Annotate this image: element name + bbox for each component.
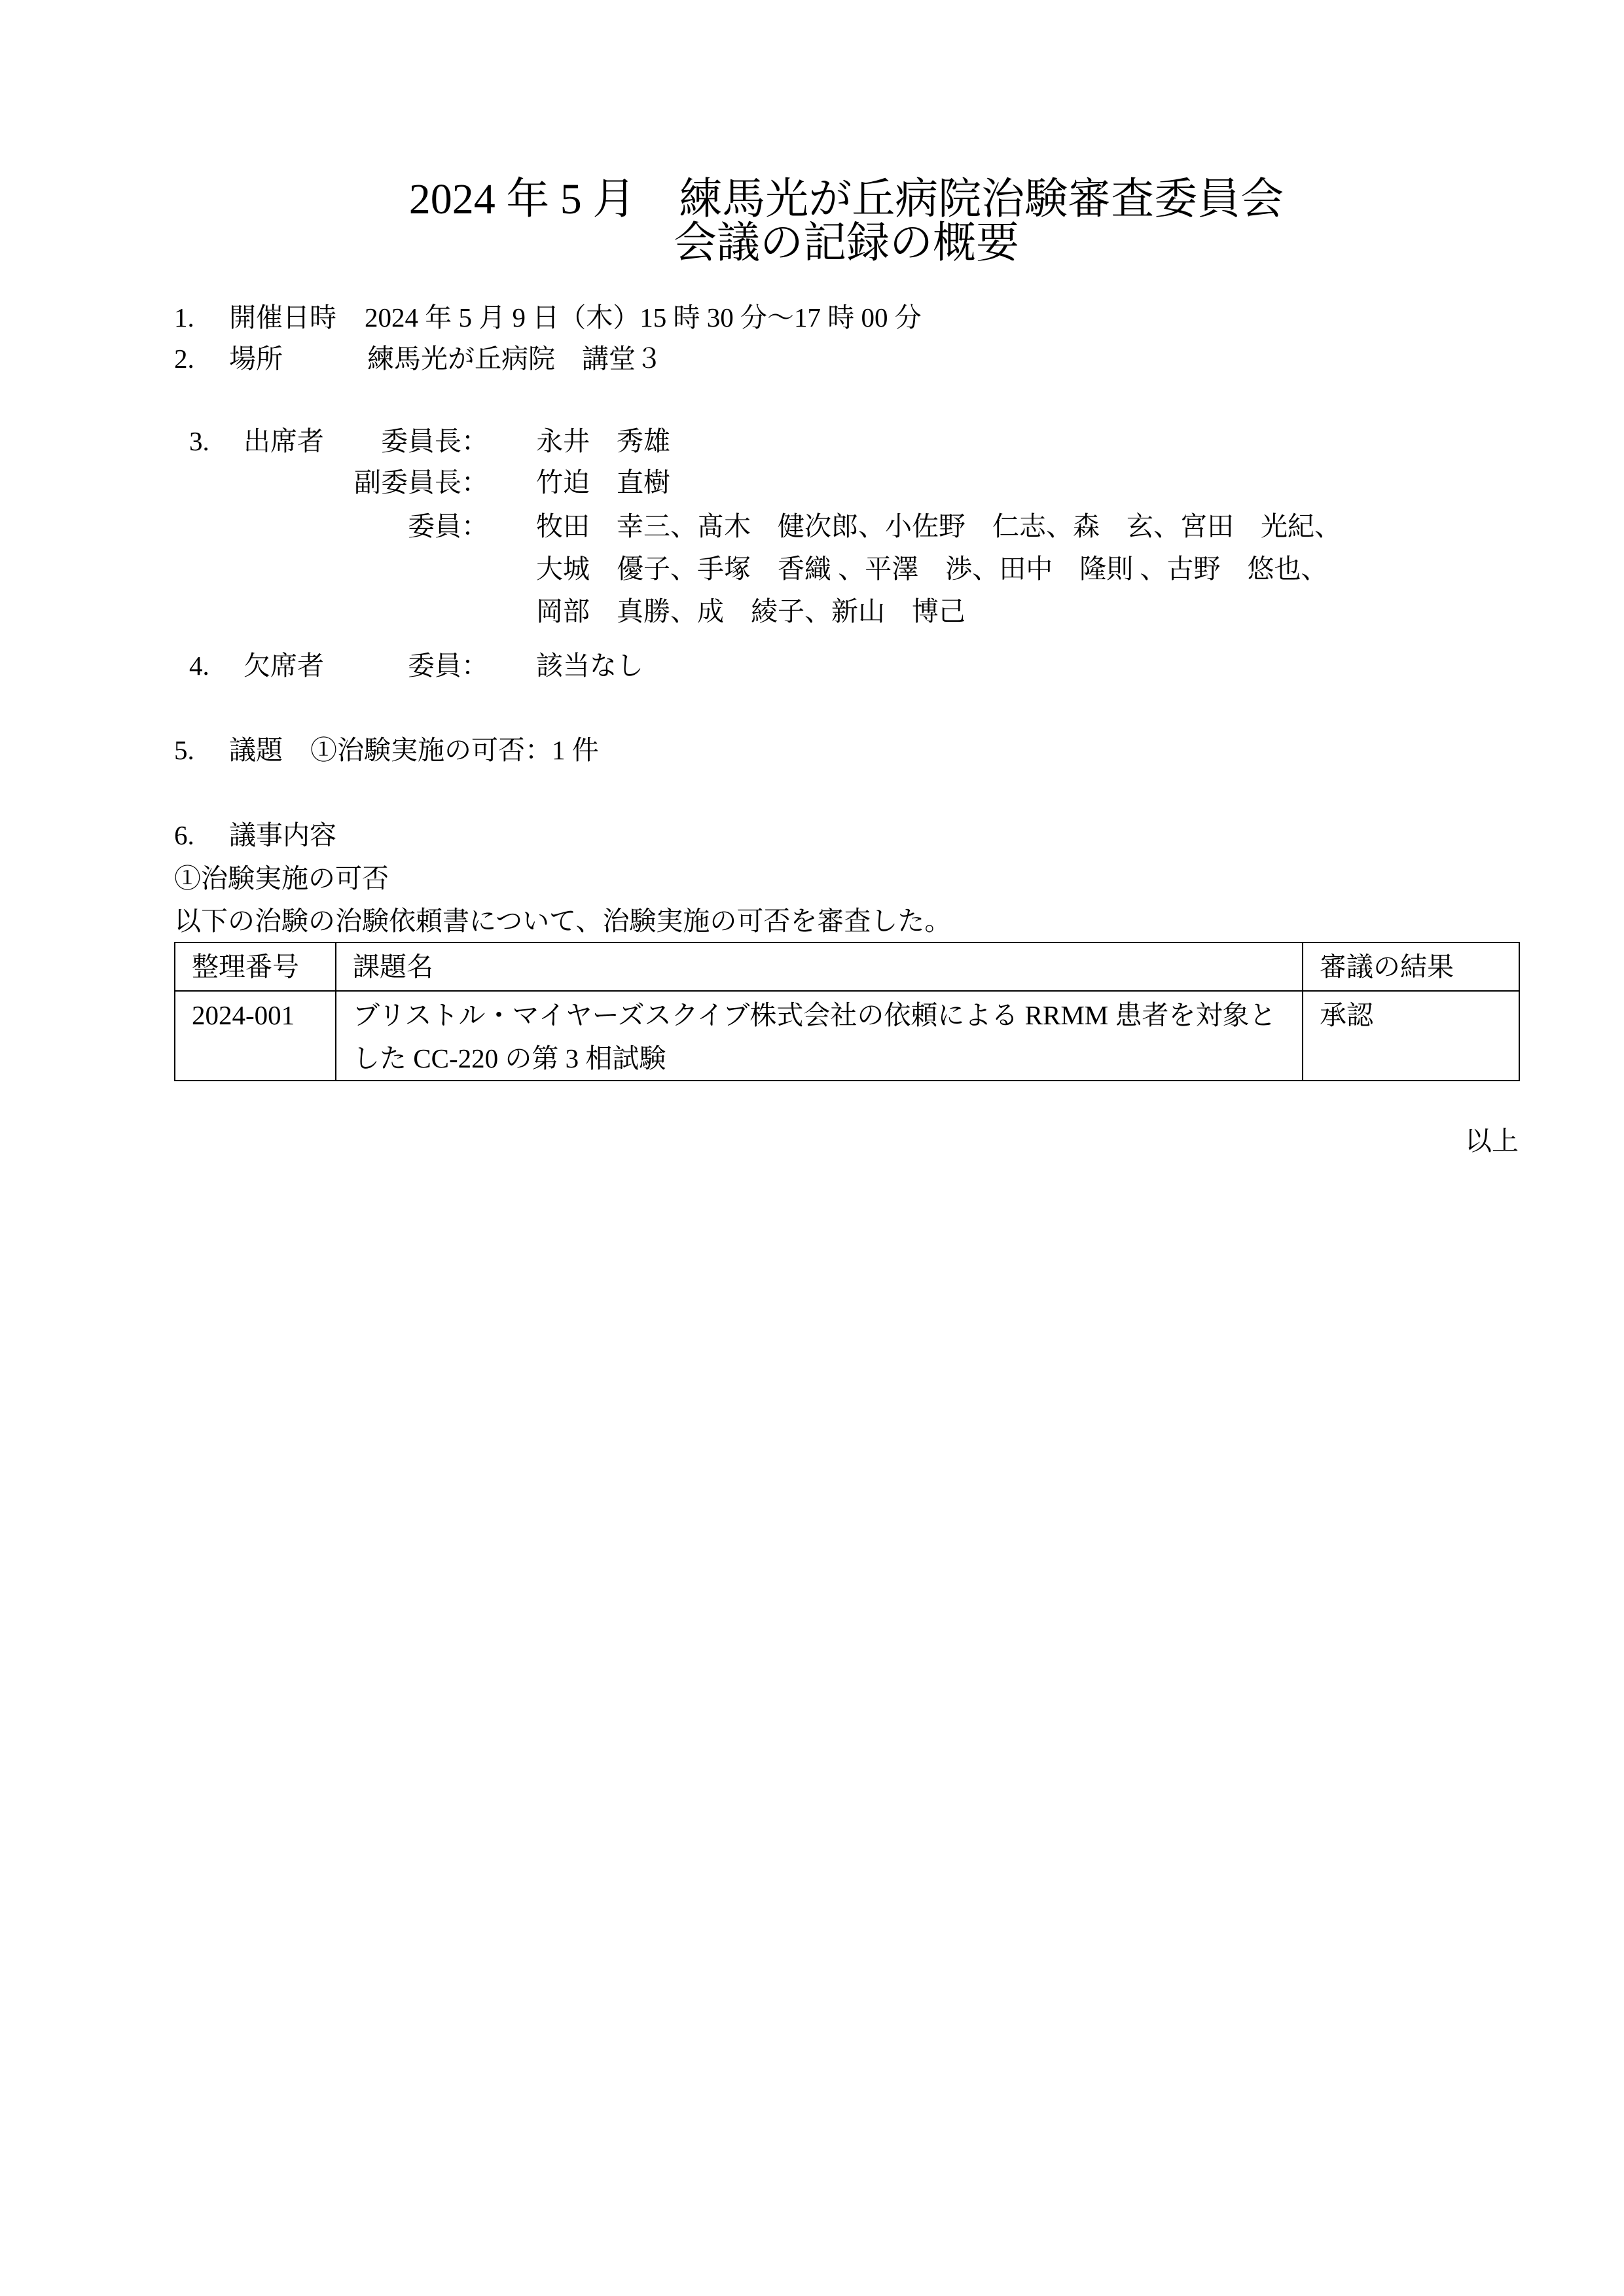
members-list [536, 505, 1341, 633]
header-title: 課題名 [336, 942, 1303, 991]
cell-title: ブリストル・マイヤーズスクイブ株式会社の依頼による RRMM 患者を対象とした CC-220 の第 3 相試験 [336, 991, 1303, 1081]
vice-chair-name: 竹迫 直樹 [536, 467, 670, 497]
absent-members: 該当なし [536, 651, 643, 681]
item-number-2: 2. [174, 344, 194, 374]
chair-label: 委員長： [381, 426, 488, 456]
header-number: 整理番号 [175, 942, 336, 991]
document-title-line2: 会議の記録の概要 [674, 219, 1019, 267]
members-line: 牧田 幸三、髙木 健次郎、小佐野 仁志、森 玄、宮田 光紀、 [536, 511, 1341, 541]
item-number-5: 5. [174, 735, 194, 765]
section-intro: 以下の治験の治験依頼書について、治験実施の可否を審査した。 [174, 906, 952, 936]
cell-result: 承認 [1303, 991, 1519, 1081]
attendees-label: 出席者 [244, 426, 324, 456]
table-row [175, 991, 1519, 1081]
document-title-line1: 2024 年 5 月 練馬光が丘病院治験審査委員会 [408, 175, 1284, 223]
place-value: 練馬光が丘病院 講堂３ [367, 344, 662, 374]
header-result: 審議の結果 [1303, 942, 1519, 991]
members-line: 岡部 真勝、成 綾子、新山 博己 [536, 596, 965, 626]
members-line: 大城 優子、手塚 香織 、平澤 渉、田中 隆則 、古野 悠也、 [536, 554, 1328, 584]
datetime-value: 2024 年 5 月 9 日（木）15 時 30 分～17 時 00 分 [365, 302, 922, 332]
proceedings-label: 議事内容 [229, 820, 336, 850]
cell-number: 2024-001 [175, 991, 336, 1081]
agenda-label: 議題 [229, 735, 283, 765]
closing-text: 以上 [1465, 1126, 1519, 1156]
item-number-4: 4. [189, 651, 209, 681]
item-number-6: 6. [174, 820, 194, 850]
place-label: 場所 [229, 344, 283, 374]
vice-chair-label: 副委員長： [354, 467, 488, 497]
section-heading: ①治験実施の可否 [174, 863, 389, 893]
members-label: 委員： [408, 511, 488, 541]
datetime-label: 開催日時 [229, 302, 336, 332]
review-table [174, 942, 1520, 1081]
item-number-3: 3. [189, 426, 209, 456]
item-number-1: 1. [174, 302, 194, 332]
table-header-row [175, 942, 1519, 991]
absentees-label: 欠席者 [244, 651, 324, 681]
chair-name: 永井 秀雄 [536, 426, 670, 456]
absent-members-label: 委員： [408, 651, 488, 681]
agenda-value: ①治験実施の可否：1 件 [310, 735, 599, 765]
